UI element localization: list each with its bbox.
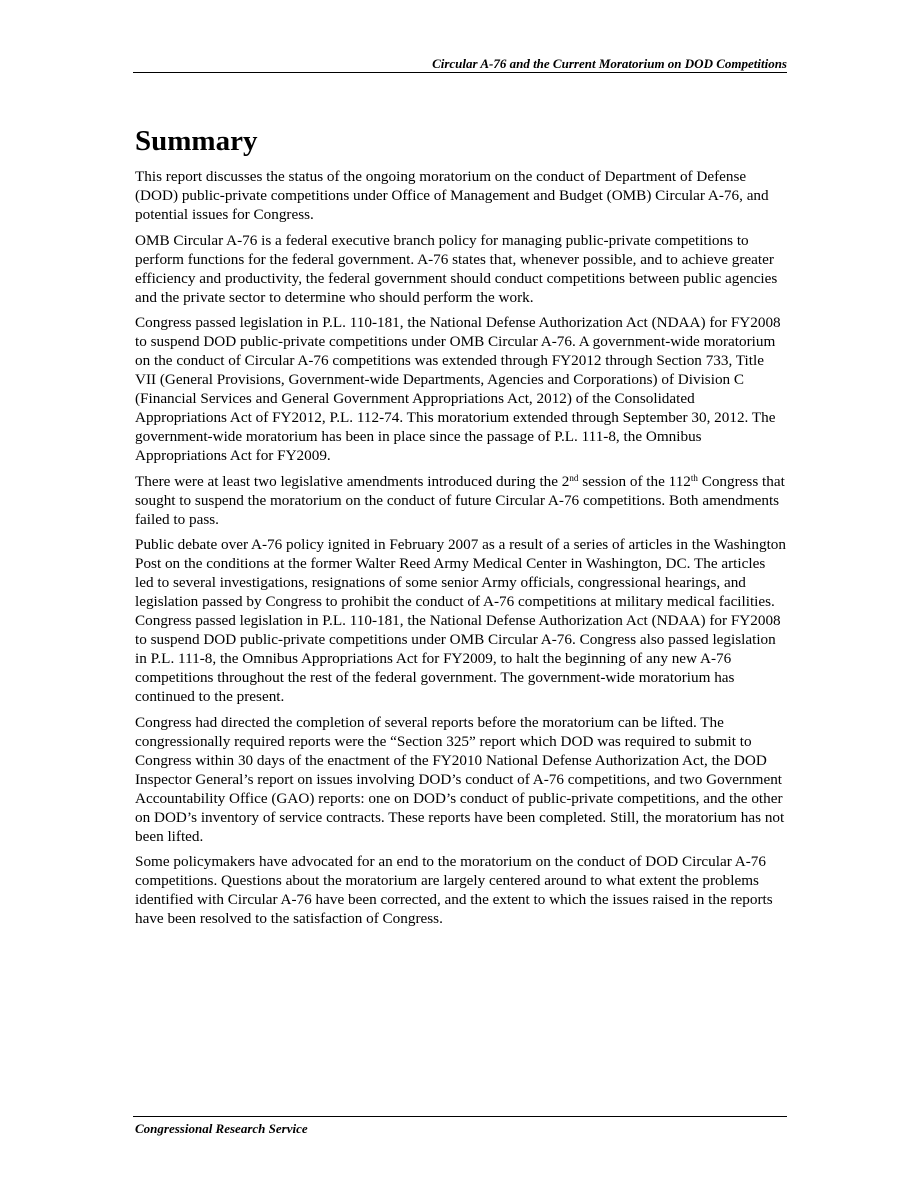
paragraph-2: OMB Circular A-76 is a federal executive branch policy for managing public-private competitions to perform functions for the federal government. A-76 states that, whenever possible, and to achieve greater efficiency and productivity, the federal government should conduct competitions between public agencies and the private sector to determine who should perform the work. — [135, 231, 778, 306]
paragraph-7: Some policymakers have advocated for an end to the moratorium on the conduct of DOD Circular A-76 competitions. Questions about the moratorium are largely centered around to what extent the problems identified with Circular A-76 have been corrected, and the extent to which the issues raised in the reports have been resolved to the satisfaction of Congress. — [135, 853, 773, 927]
paragraph-1: This report discusses the status of the ongoing moratorium on the conduct of Department of Defense (DOD) public-private competitions under Office of Management and Budget (OMB) Circular A-76, and potential issues for Congress. — [135, 168, 769, 223]
paragraph-4-text-1: There were at least two legislative amendments introduced during the 2 — [135, 472, 570, 490]
paragraph-6: Congress had directed the completion of several reports before the moratorium can be lifted. The congressionally required reports were the “Section 325” report which DOD was required to submit to Congress within 30 days of the enactment of the FY2010 National Defense Authorization Act, the DOD Inspector General’s report on issues involving DOD’s conduct of A-76 competitions, and two Government Accountability Office (GAO) reports: one on DOD’s conduct of public-private competitions, and the other on DOD’s inventory of service contracts. These reports have been completed. Still, the moratorium has not been lifted. — [135, 713, 785, 845]
paragraph-4-text-2: session of the 112 — [578, 472, 691, 490]
page-title: Summary — [135, 125, 258, 157]
paragraph-5: Public debate over A-76 policy ignited in February 2007 as a result of a series of articles in the Washington Post on the conditions at the former Walter Reed Army Medical Center in Washington, DC. The articles led to several investigations, resignations of some senior Army officials, congressional hearings, and legislation passed by Congress to prohibit the conduct of A-76 competitions at military medical facilities. Congress passed legislation in P.L. 110-181, the National Defense Authorization Act (NDAA) for FY2008 to suspend DOD public-private competitions under OMB Circular A-76. Congress also passed legislation in P.L. 111-8, the Omnibus Appropriations Act for FY2009, to halt the beginning of any new A-76 competitions throughout the rest of the federal government. The government-wide moratorium has continued to the present. — [135, 536, 786, 705]
footer-rule — [133, 1116, 787, 1117]
paragraph-4-text-3: Congress that sought to suspend the moratorium on the conduct of future Circular A-76 competitions. Both amendments failed to pass. — [135, 472, 785, 528]
header-rule — [133, 72, 787, 73]
superscript-nd: nd — [569, 472, 579, 483]
running-footer: Congressional Research Service — [135, 1121, 308, 1136]
running-header: Circular A-76 and the Current Moratorium on DOD Competitions — [432, 56, 787, 71]
summary-body — [135, 167, 787, 935]
superscript-th: th — [690, 472, 698, 483]
paragraph-3: Congress passed legislation in P.L. 110-181, the National Defense Authorization Act (NDAA) for FY2008 to suspend DOD public-private competitions under OMB Circular A-76. A government-wide moratorium on the conduct of Circular A-76 competitions was extended through FY2012 through Section 733, Title VII (General Provisions, Government-wide Departments, Agencies and Corporations) of Division C (Financial Services and General Government Appropriations Act, 2012) of the Consolidated Appropriations Act of FY2012, P.L. 112-74. This moratorium extended through September 30, 2012. The government-wide moratorium has been in place since the passage of P.L. 111-8, the Omnibus Appropriations Act for FY2009. — [135, 314, 781, 464]
paragraph-4 — [135, 472, 787, 529]
